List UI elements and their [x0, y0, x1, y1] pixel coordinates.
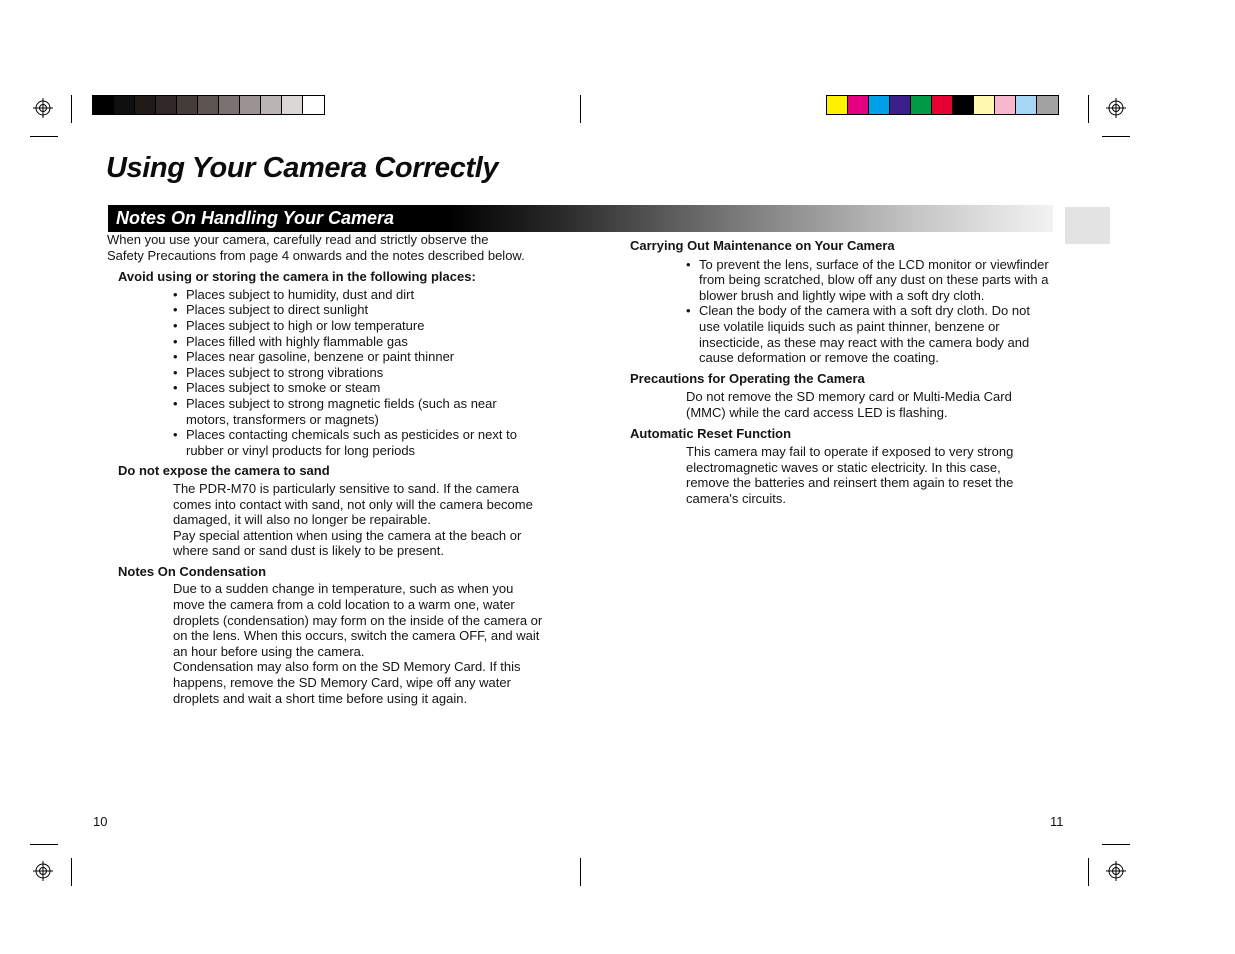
section-header-bar — [108, 205, 1053, 232]
color-swatch — [261, 96, 282, 114]
color-swatch — [156, 96, 177, 114]
process-color-bar — [826, 95, 1059, 115]
registration-mark-icon — [1106, 861, 1126, 881]
avoid-list-item: • Places subject to strong magnetic fields (such as near motors, transformers or magnets) — [173, 396, 538, 427]
reset-body — [686, 444, 1046, 506]
reset-paragraph: This camera may fail to operate if exposed to very strong electromagnetic waves or static electricity. In this case, remove the batteries and reinsert them again to reset the camera's circuits. — [686, 444, 1014, 506]
operating-heading: Precautions for Operating the Camera — [630, 370, 865, 386]
page-title: Using Your Camera Correctly — [106, 152, 499, 184]
right-column — [630, 238, 1060, 507]
color-swatch — [869, 96, 890, 114]
intro-paragraph: When you use your camera, carefully read and strictly observe the Safety Precautions from page 4 onwards and the notes described below. — [107, 232, 525, 263]
registration-mark-icon — [33, 98, 53, 118]
crop-mark — [1088, 95, 1089, 123]
crop-mark — [71, 95, 72, 123]
registration-mark-icon — [1106, 98, 1126, 118]
color-swatch — [177, 96, 198, 114]
left-column — [107, 232, 547, 706]
color-swatch — [135, 96, 156, 114]
operating-body — [686, 389, 1046, 420]
color-swatch — [93, 96, 114, 114]
color-swatch — [911, 96, 932, 114]
page-number-right: 11 — [1050, 814, 1064, 829]
color-swatch — [240, 96, 261, 114]
thumb-tab — [1065, 207, 1110, 244]
color-swatch — [848, 96, 869, 114]
sand-paragraph: The PDR-M70 is particularly sensitive to sand. If the camera comes into contact with sand, not only will the camera become damaged, it will also no longer be repairable. — [173, 480, 533, 528]
crop-mark — [1102, 136, 1130, 137]
crop-mark — [71, 858, 72, 886]
crop-mark — [30, 136, 58, 137]
color-swatch — [1016, 96, 1037, 114]
avoid-heading: Avoid using or storing the camera in the following places: — [118, 269, 476, 285]
sand-body — [173, 481, 545, 559]
reset-heading: Automatic Reset Function — [630, 425, 792, 441]
condensation-paragraph: Due to a sudden change in temperature, such as when you move the camera from a cold location to a warm one, water droplets (condensation) may form on the inside of the camera or on the lens. When this occurs, switch the camera OFF, and wait an hour before using the camera. — [173, 581, 543, 659]
page-number-left: 10 — [93, 814, 108, 829]
color-swatch — [198, 96, 219, 114]
avoid-list-item: • Places subject to humidity, dust and dirt — [173, 287, 538, 303]
color-swatch — [953, 96, 974, 114]
color-swatch — [114, 96, 135, 114]
avoid-list-item: • Places subject to high or low temperature — [173, 318, 538, 334]
avoid-list-item: • Places filled with highly flammable gas — [173, 334, 538, 350]
registration-mark-icon — [33, 861, 53, 881]
color-swatch — [827, 96, 848, 114]
color-swatch — [974, 96, 995, 114]
sand-heading: Do not expose the camera to sand — [118, 463, 330, 479]
avoid-list — [173, 287, 538, 459]
maintenance-heading: Carrying Out Maintenance on Your Camera — [630, 238, 895, 253]
color-swatch — [303, 96, 324, 114]
crop-mark — [30, 844, 58, 845]
avoid-list-item: • Places subject to strong vibrations — [173, 365, 538, 381]
maintenance-list — [686, 257, 1052, 366]
color-swatch — [890, 96, 911, 114]
condensation-paragraph: Condensation may also form on the SD Memory Card. If this happens, remove the SD Memory Card, wipe off any water droplets and wait a short time before using it again. — [173, 659, 521, 706]
color-swatch — [1037, 96, 1058, 114]
crop-mark — [1088, 858, 1089, 886]
crop-mark — [1102, 844, 1130, 845]
color-swatch — [282, 96, 303, 114]
color-swatch — [219, 96, 240, 114]
sand-paragraph: Pay special attention when using the camera at the beach or where sand or sand dust is likely to be present. — [173, 527, 522, 559]
avoid-list-item: • Places subject to smoke or steam — [173, 380, 538, 396]
condensation-heading: Notes On Condensation — [118, 563, 267, 579]
color-swatch — [995, 96, 1016, 114]
avoid-list-item: • Places contacting chemicals such as pesticides or next to rubber or vinyl products for long periods — [173, 427, 538, 458]
color-swatch — [932, 96, 953, 114]
maintenance-list-item: • Clean the body of the camera with a soft dry cloth. Do not use volatile liquids such as paint thinner, benzene or insecticide, as these may react with the camera body and cause deformation or remove the coating. — [686, 303, 1052, 365]
crop-mark — [580, 95, 581, 123]
operating-paragraph: Do not remove the SD memory card or Multi-Media Card (MMC) while the card access LED is flashing. — [686, 389, 1012, 420]
avoid-list-item: • Places subject to direct sunlight — [173, 302, 538, 318]
crop-mark — [580, 858, 581, 886]
avoid-list-item: • Places near gasoline, benzene or paint thinner — [173, 349, 538, 365]
condensation-body — [173, 581, 545, 706]
section-title: Notes On Handling Your Camera — [116, 208, 395, 228]
maintenance-list-item: • To prevent the lens, surface of the LCD monitor or viewfinder from being scratched, blow off any dust on these parts with a blower brush and lightly wipe with a soft dry cloth. — [686, 257, 1052, 304]
grayscale-color-bar — [92, 95, 325, 115]
